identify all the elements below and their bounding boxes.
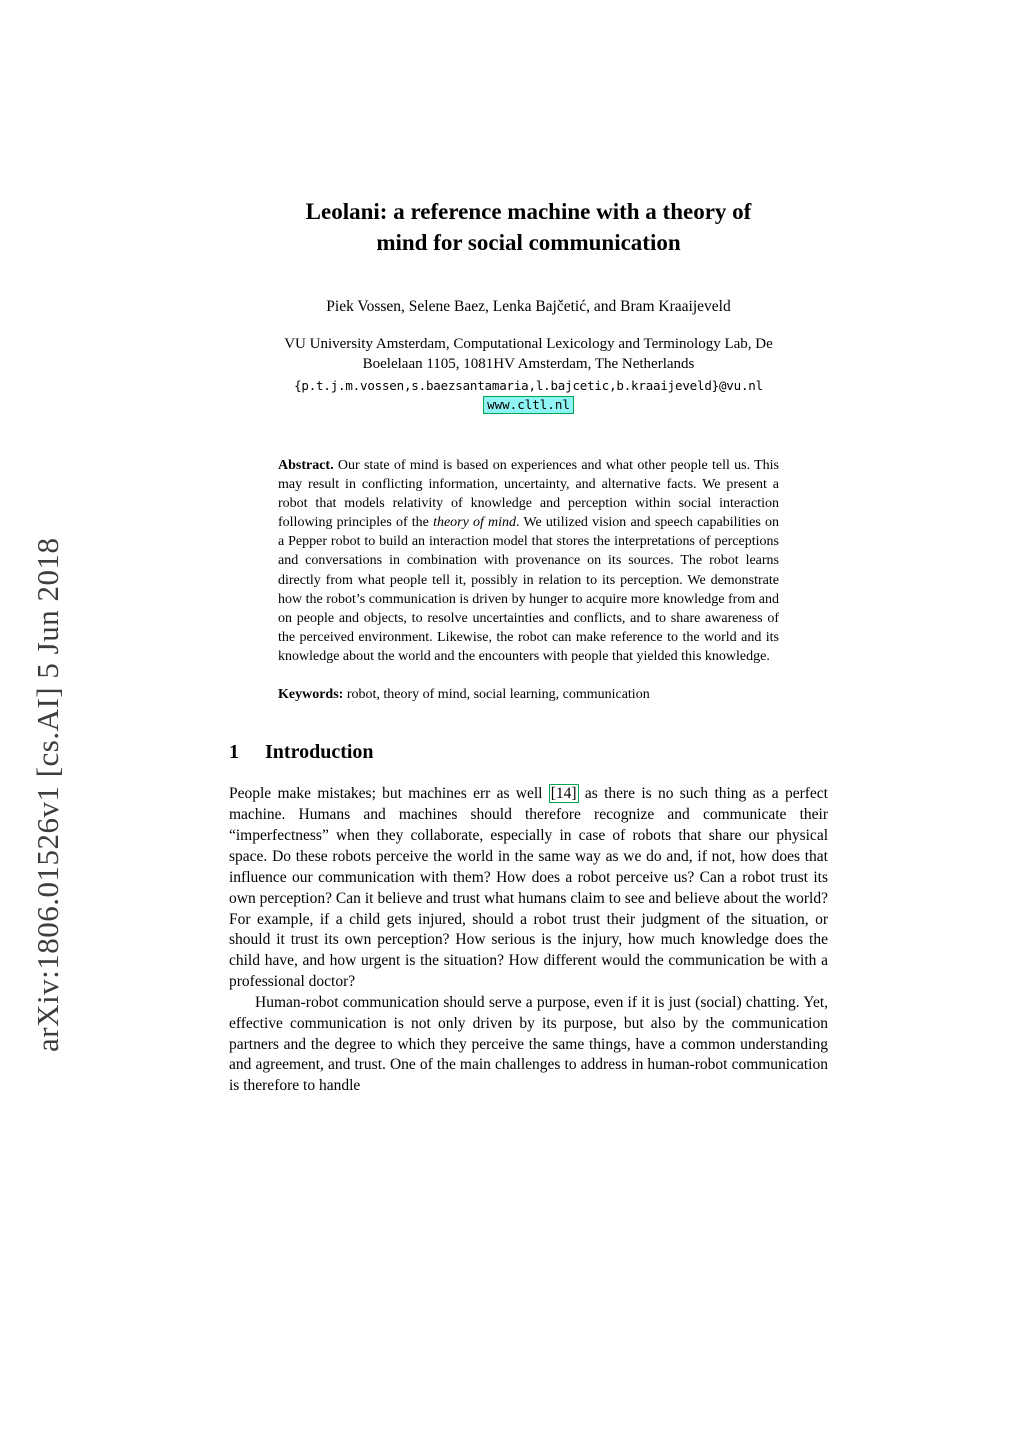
affiliation-line-1: VU University Amsterdam, Computational Lexicology and Terminology Lab, De: [284, 336, 773, 353]
author-emails: {p.t.j.m.vossen,s.baezsantamaria,l.bajcetic,b.kraaijeveld}@vu.nl: [294, 377, 763, 393]
intro-paragraph-1: [229, 784, 828, 992]
affiliation: [229, 334, 828, 375]
paper-title-line-1: Leolani: a reference machine with a theory of: [305, 199, 752, 224]
website-line: [229, 396, 828, 414]
intro-para1-text-before-citation: People make mistakes; but machines err as well: [229, 785, 549, 803]
abstract: [278, 456, 779, 667]
section-title: Introduction: [265, 741, 374, 764]
keywords: [278, 687, 779, 703]
intro-para1-text-after-citation: as there is no such thing as a perfect machine. Humans and machines should therefore recognize and communicate their “imperfectness” when they collaborate, especially in case of robots that share our physical space. Do these robots perceive the world in the same way as we do and, if not, how does that influence our communication with them? How does a robot perceive us? Can a robot trust its own perception? Can it believe and trust what humans claim to see and believe about the world? For example, if a child gets injured, should a robot trust their judgment of the situation, or should it trust its own perception? How serious is the injury, how much knowledge does the child have, and how urgent is the situation? How different would the communication be with a professional doctor?: [229, 785, 828, 991]
intro-paragraph-2: Human-robot communication should serve a purpose, even if it is just (social) chatting. Yet, effective communication is not only driven by its purpose, but also by the communication partners and the degree to which they perceive the same things, have a common understanding and agreement, and trust. One of the main challenges to address in human-robot communication is therefore to handle: [229, 993, 828, 1095]
keywords-label: Keywords:: [278, 687, 344, 703]
paper-content: [229, 196, 828, 1097]
abstract-label: Abstract.: [278, 457, 334, 473]
section-number: 1: [229, 741, 239, 764]
abstract-text-after-italic: . We utilized vision and speech capabilities on a Pepper robot to build an interaction model that stores the interpretations of perceptions and conversations in combination with provenance on its sources. The robot learns directly from what people tell it, possibly in relation to its perception. We demonstrate how the robot’s communication is driven by hunger to acquire more knowledge from and on people and objects, to resolve uncertainties and conflicts, and to share awareness of the perceived environment. Likewise, the robot can make reference to the world and its knowledge about the world and the encounters with people that yielded this knowledge.: [278, 515, 779, 665]
abstract-italic-phrase: theory of mind: [433, 515, 517, 531]
website-link[interactable]: www.cltl.nl: [483, 396, 574, 414]
arxiv-watermark: arXiv:1806.01526v1 [cs.AI] 5 Jun 2018: [30, 537, 65, 1052]
affiliation-line-2: Boelelaan 1105, 1081HV Amsterdam, The Netherlands: [362, 356, 695, 373]
keywords-text: robot, theory of mind, social learning, communication: [346, 687, 650, 703]
paper-title: [229, 196, 828, 258]
authors-line: Piek Vossen, Selene Baez, Lenka Bajčetić, and Bram Kraaijeveld: [326, 298, 731, 316]
citation-14-link[interactable]: [14]: [550, 785, 577, 803]
paper-title-line-2: mind for social communication: [376, 230, 681, 256]
abstract-text-before-italic: Our state of mind is based on experiences and what other people tell us. This may result in conflicting information, uncertainty, and alternative facts. We present a robot that models relativity of knowledge and perception within social interaction following principles of the: [278, 457, 780, 531]
section-heading-introduction: [229, 741, 828, 764]
